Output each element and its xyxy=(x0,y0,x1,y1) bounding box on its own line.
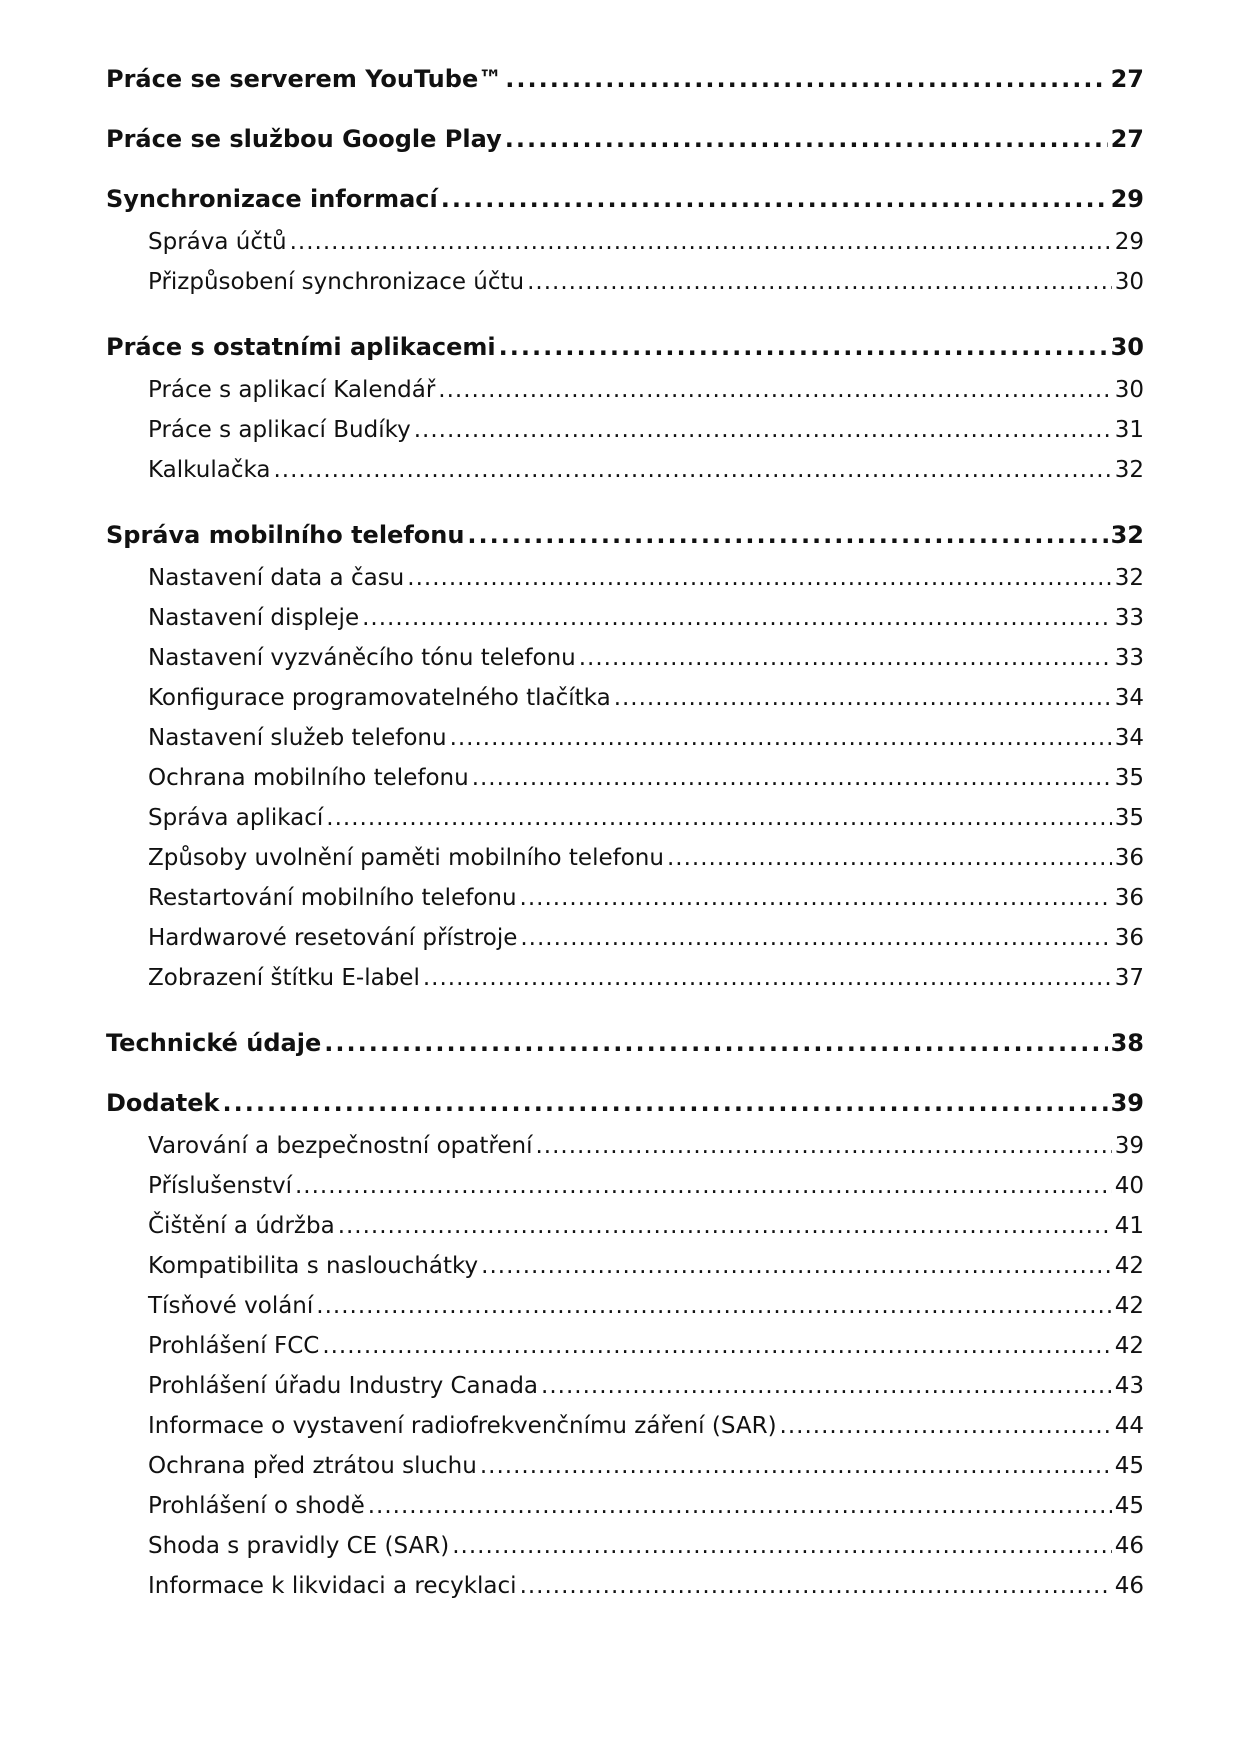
toc-section-entry[interactable] xyxy=(106,1246,1144,1286)
toc-entry-title: Prohlášení FCC xyxy=(148,1333,320,1359)
toc-entry-page-number: 44 xyxy=(1114,1413,1144,1439)
toc-entry-title: Přizpůsobení synchronizace účtu xyxy=(148,269,525,295)
dot-leader xyxy=(274,450,1112,490)
toc-entry-page-number: 27 xyxy=(1110,65,1144,93)
toc-entry-title: Konfigurace programovatelného tlačítka xyxy=(148,685,611,711)
dot-leader xyxy=(520,918,1111,958)
toc-entry-page-number: 37 xyxy=(1114,965,1144,991)
toc-section-entry[interactable] xyxy=(106,1566,1144,1606)
toc-entry-page-number: 32 xyxy=(1114,457,1144,483)
toc-entry-title: Nastavení displeje xyxy=(148,605,360,631)
toc-entry-page-number: 30 xyxy=(1114,269,1144,295)
toc-chapter-entry[interactable] xyxy=(106,124,1144,154)
dot-leader xyxy=(535,1126,1111,1166)
toc-entry-title: Kalkulačka xyxy=(148,457,271,483)
toc-section-entry[interactable] xyxy=(106,1526,1144,1566)
toc-section-entry[interactable] xyxy=(106,1446,1144,1486)
dot-leader xyxy=(223,1088,1108,1118)
toc-entry-title: Práce s aplikací Budíky xyxy=(148,417,411,443)
toc-entry-page-number: 45 xyxy=(1114,1493,1144,1519)
toc-section-entry[interactable] xyxy=(106,918,1144,958)
toc-chapter-entry[interactable] xyxy=(106,64,1144,94)
toc-entry-title: Prohlášení o shodě xyxy=(148,1493,365,1519)
toc-section-entry[interactable] xyxy=(106,1206,1144,1246)
toc-entry-title: Varování a bezpečnostní opatření xyxy=(148,1133,533,1159)
toc-entry-page-number: 42 xyxy=(1114,1333,1144,1359)
toc-entry-title: Ochrana mobilního telefonu xyxy=(148,765,469,791)
toc-entry-page-number: 39 xyxy=(1114,1133,1144,1159)
toc-entry-title: Synchronizace informací xyxy=(106,185,438,213)
toc-entry-title: Technické údaje xyxy=(106,1029,322,1057)
toc-entry-title: Prohlášení úřadu Industry Canada xyxy=(148,1373,539,1399)
toc-chapter-entry[interactable] xyxy=(106,520,1144,550)
toc-section-entry[interactable] xyxy=(106,598,1144,638)
toc-section-entry[interactable] xyxy=(106,1486,1144,1526)
toc-section-entry[interactable] xyxy=(106,718,1144,758)
toc-section-entry[interactable] xyxy=(106,1366,1144,1406)
toc-entry-title: Nastavení data a času xyxy=(148,565,405,591)
toc-entry-title: Shoda s pravidly CE (SAR) xyxy=(148,1533,450,1559)
toc-entry-page-number: 31 xyxy=(1114,417,1144,443)
toc-entry-page-number: 45 xyxy=(1114,1453,1144,1479)
dot-leader xyxy=(290,222,1112,262)
toc-entry-page-number: 29 xyxy=(1110,185,1144,213)
dot-leader xyxy=(527,262,1112,302)
dot-leader xyxy=(481,1246,1112,1286)
toc-entry-title: Práce s ostatními aplikacemi xyxy=(106,333,496,361)
toc-entry-page-number: 33 xyxy=(1114,605,1144,631)
toc-entry-page-number: 30 xyxy=(1110,333,1144,361)
dot-leader xyxy=(667,838,1112,878)
dot-leader xyxy=(322,1326,1111,1366)
toc-entry-page-number: 43 xyxy=(1114,1373,1144,1399)
toc-entry-page-number: 36 xyxy=(1114,885,1144,911)
toc-entry-page-number: 41 xyxy=(1114,1213,1144,1239)
toc-section-entry[interactable] xyxy=(106,410,1144,450)
toc-section-entry[interactable] xyxy=(106,678,1144,718)
toc-entry-title: Dodatek xyxy=(106,1089,220,1117)
dot-leader xyxy=(467,520,1107,550)
dot-leader xyxy=(295,1166,1112,1206)
toc-entry-title: Správa mobilního telefonu xyxy=(106,521,465,549)
toc-entry-title: Čištění a údržba xyxy=(148,1213,335,1239)
toc-entry-title: Hardwarové resetování přístroje xyxy=(148,925,518,951)
toc-section-entry[interactable] xyxy=(106,222,1144,262)
toc-chapter-entry[interactable] xyxy=(106,1028,1144,1058)
dot-leader xyxy=(423,958,1112,998)
dot-leader xyxy=(472,758,1112,798)
toc-entry-title: Nastavení vyzváněcího tónu telefonu xyxy=(148,645,576,671)
dot-leader xyxy=(780,1406,1112,1446)
toc-entry-page-number: 32 xyxy=(1110,521,1144,549)
toc-section-entry[interactable] xyxy=(106,638,1144,678)
dot-leader xyxy=(338,1206,1112,1246)
toc-entry-page-number: 29 xyxy=(1114,229,1144,255)
toc-entry-title: Kompatibilita s naslouchátky xyxy=(148,1253,479,1279)
dot-leader xyxy=(407,558,1111,598)
toc-entry-page-number: 42 xyxy=(1114,1253,1144,1279)
toc-section-entry[interactable] xyxy=(106,758,1144,798)
dot-leader xyxy=(362,598,1112,638)
toc-entry-page-number: 32 xyxy=(1114,565,1144,591)
dot-leader xyxy=(324,1028,1107,1058)
toc-chapter-entry[interactable] xyxy=(106,184,1144,214)
dot-leader xyxy=(505,64,1107,94)
toc-entry-title: Příslušenství xyxy=(148,1173,292,1199)
toc-entry-title: Práce se serverem YouTube™ xyxy=(106,65,503,93)
toc-chapter-entry[interactable] xyxy=(106,1088,1144,1118)
dot-leader xyxy=(316,1286,1111,1326)
dot-leader xyxy=(520,1566,1112,1606)
dot-leader xyxy=(541,1366,1112,1406)
toc-entry-title: Práce se službou Google Play xyxy=(106,125,502,153)
toc-entry-page-number: 46 xyxy=(1114,1573,1144,1599)
toc-entry-page-number: 33 xyxy=(1114,645,1144,671)
toc-section-entry[interactable] xyxy=(106,1286,1144,1326)
toc-section-entry[interactable] xyxy=(106,1406,1144,1446)
dot-leader xyxy=(441,184,1108,214)
table-of-contents xyxy=(106,64,1144,1606)
toc-entry-page-number: 27 xyxy=(1110,125,1144,153)
dot-leader xyxy=(414,410,1112,450)
dot-leader xyxy=(326,798,1111,838)
dot-leader xyxy=(450,718,1112,758)
toc-entry-title: Práce s aplikací Kalendář xyxy=(148,377,436,403)
toc-section-entry[interactable] xyxy=(106,958,1144,998)
toc-entry-title: Tísňové volání xyxy=(148,1293,314,1319)
dot-leader xyxy=(480,1446,1112,1486)
toc-section-entry[interactable] xyxy=(106,558,1144,598)
toc-section-entry[interactable] xyxy=(106,1166,1144,1206)
toc-section-entry[interactable] xyxy=(106,450,1144,490)
toc-entry-title: Nastavení služeb telefonu xyxy=(148,725,447,751)
dot-leader xyxy=(520,878,1112,918)
dot-leader xyxy=(579,638,1112,678)
toc-chapter-entry[interactable] xyxy=(106,332,1144,362)
toc-section-entry[interactable] xyxy=(106,838,1144,878)
toc-entry-title: Ochrana před ztrátou sluchu xyxy=(148,1453,477,1479)
dot-leader xyxy=(438,370,1111,410)
toc-entry-title: Způsoby uvolnění paměti mobilního telefonu xyxy=(148,845,664,871)
toc-section-entry[interactable] xyxy=(106,262,1144,302)
toc-entry-page-number: 35 xyxy=(1114,805,1144,831)
toc-entry-title: Informace k likvidaci a recyklaci xyxy=(148,1573,517,1599)
toc-entry-page-number: 36 xyxy=(1114,925,1144,951)
toc-entry-page-number: 40 xyxy=(1114,1173,1144,1199)
dot-leader xyxy=(499,332,1108,362)
toc-section-entry[interactable] xyxy=(106,878,1144,918)
toc-entry-title: Restartování mobilního telefonu xyxy=(148,885,517,911)
toc-entry-page-number: 30 xyxy=(1114,377,1144,403)
dot-leader xyxy=(368,1486,1112,1526)
dot-leader xyxy=(452,1526,1112,1566)
toc-entry-page-number: 34 xyxy=(1114,685,1144,711)
dot-leader xyxy=(614,678,1112,718)
toc-section-entry[interactable] xyxy=(106,1326,1144,1366)
toc-entry-page-number: 35 xyxy=(1114,765,1144,791)
toc-entry-title: Správa aplikací xyxy=(148,805,324,831)
toc-entry-page-number: 38 xyxy=(1110,1029,1144,1057)
toc-section-entry[interactable] xyxy=(106,370,1144,410)
toc-entry-page-number: 42 xyxy=(1114,1293,1144,1319)
toc-entry-page-number: 36 xyxy=(1114,845,1144,871)
toc-entry-page-number: 39 xyxy=(1110,1089,1144,1117)
toc-entry-page-number: 46 xyxy=(1114,1533,1144,1559)
toc-section-entry[interactable] xyxy=(106,798,1144,838)
toc-entry-title: Informace o vystavení radiofrekvenčnímu záření (SAR) xyxy=(148,1413,777,1439)
toc-entry-title: Zobrazení štítku E-label xyxy=(148,965,420,991)
toc-section-entry[interactable] xyxy=(106,1126,1144,1166)
toc-entry-title: Správa účtů xyxy=(148,229,287,255)
toc-entry-page-number: 34 xyxy=(1114,725,1144,751)
dot-leader xyxy=(505,124,1108,154)
